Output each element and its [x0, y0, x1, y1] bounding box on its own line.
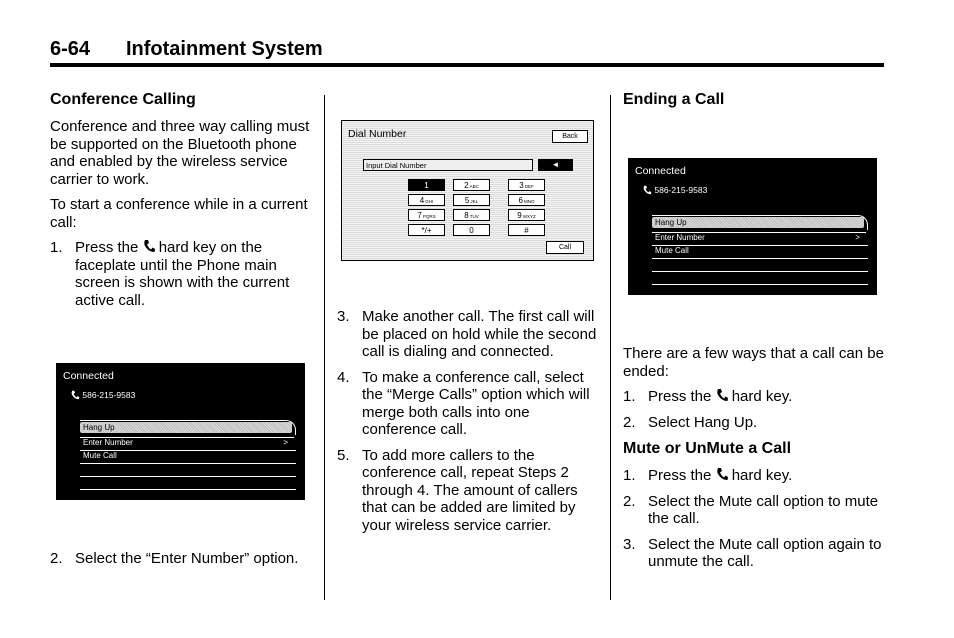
column-divider-1	[324, 95, 325, 600]
step-text: To make a conference call, select the “Merge Calls” option which will merge both calls into one conference call.	[362, 368, 590, 438]
menu-item-label: Hang Up	[655, 218, 687, 227]
step-number: 2.	[623, 492, 636, 510]
keypad-key[interactable]	[408, 179, 445, 191]
connection-status: Connected	[63, 370, 114, 382]
step-text: Select Hang Up.	[648, 413, 758, 431]
step-4	[337, 369, 599, 439]
caller-number: 586-215-9583	[654, 185, 708, 195]
key-letters: DEF	[524, 184, 534, 189]
phone-icon	[716, 467, 728, 481]
key-label: 8	[464, 211, 469, 220]
step-text: Select the “Enter Number” option.	[75, 550, 299, 567]
back-button[interactable]: Back	[552, 130, 588, 143]
menu-item-hang-up[interactable]	[80, 422, 292, 433]
divider	[80, 476, 296, 477]
header-rule	[50, 63, 884, 67]
key-label: 6	[518, 196, 523, 205]
step-2	[50, 550, 312, 568]
key-label: 4	[419, 196, 425, 205]
divider	[652, 258, 868, 259]
step-number: 2.	[623, 413, 636, 431]
mute-step-2	[623, 493, 885, 528]
column-1	[50, 90, 312, 317]
step-number: 4.	[337, 368, 350, 386]
divider	[80, 489, 296, 490]
column-3-bottom	[623, 345, 885, 579]
step-text: Press the	[648, 467, 712, 484]
step-5	[337, 447, 599, 535]
key-label: 0	[469, 226, 474, 235]
menu-item-hang-up[interactable]	[652, 217, 864, 228]
call-button[interactable]: Call	[546, 241, 584, 254]
paragraph: Conference and three way calling must be supported on the Bluetooth phone and enabled by the wireless service carrier to work.	[50, 118, 310, 188]
caller-number: 586-215-9583	[82, 390, 136, 400]
keypad-key[interactable]	[508, 209, 545, 221]
key-letters: MNO	[523, 199, 535, 204]
menu-item-mute-call[interactable]	[652, 245, 868, 256]
keypad-key[interactable]	[508, 194, 545, 206]
heading-conference-calling: Conference Calling	[50, 91, 196, 108]
paragraph: There are a few ways that a call can be ended:	[623, 345, 884, 380]
step-number: 2.	[50, 550, 63, 567]
key-label: 3	[519, 181, 524, 190]
menu-item-label: Enter Number	[83, 438, 133, 447]
step-number: 3.	[337, 308, 350, 325]
mute-step-1	[623, 467, 885, 485]
phone-icon	[642, 185, 652, 195]
step-number: 1.	[623, 388, 636, 405]
phone-icon	[716, 388, 728, 402]
step-text: To add more callers to the conference call, repeat Steps 2 through 4. The amount of callers that can be added are limited by your wireless service carrier.	[362, 446, 578, 534]
key-label: */+	[421, 226, 432, 235]
menu-item-enter-number[interactable]	[80, 437, 294, 448]
step-3	[337, 308, 599, 361]
heading-mute-unmute: Mute or UnMute a Call	[623, 440, 792, 457]
step-text: hard key.	[731, 388, 793, 405]
keypad-key[interactable]	[453, 224, 490, 236]
key-label: #	[524, 226, 529, 235]
key-label: 2	[464, 181, 469, 190]
key-label: 1	[424, 181, 429, 190]
column-2	[337, 308, 599, 542]
step-text: Press the	[75, 239, 139, 256]
backspace-icon[interactable]: ◄	[538, 159, 573, 171]
page-number: 6-64	[50, 38, 91, 60]
key-letters: WXYZ	[522, 214, 536, 219]
menu-item-label: Mute Call	[655, 246, 689, 255]
step-text: Select the Mute call option to mute the call.	[648, 492, 879, 527]
divider	[652, 284, 868, 285]
step-1	[50, 239, 312, 309]
key-label: 9	[517, 211, 522, 220]
heading-ending-a-call: Ending a Call	[623, 91, 725, 108]
keypad-key[interactable]	[453, 194, 490, 206]
end-step-1	[623, 388, 885, 406]
key-label: 5	[464, 196, 470, 205]
keypad-key[interactable]	[408, 194, 445, 206]
step-text: Press the	[648, 388, 712, 405]
phone-icon	[143, 239, 155, 253]
keypad-key[interactable]	[408, 224, 445, 236]
step-number: 1.	[50, 239, 63, 256]
caller-number-row	[70, 390, 135, 400]
step-text: Make another call. The first call will be placed on hold while the second call is dialing and connected.	[362, 308, 597, 360]
key-label: 7	[417, 211, 422, 220]
step-number: 1.	[623, 467, 636, 484]
step-text: hard key on the faceplate until the Phone main screen is shown with the current active call.	[75, 239, 290, 309]
phone-icon	[70, 390, 80, 400]
paragraph: To start a conference while in a current call:	[50, 196, 308, 231]
phone-main-screen	[56, 363, 305, 500]
menu-item-mute-call[interactable]	[80, 450, 296, 461]
keypad-key[interactable]	[453, 209, 490, 221]
key-letters: TUV	[469, 214, 479, 219]
menu-item-label: Hang Up	[83, 423, 115, 432]
dial-title: Dial Number	[348, 128, 407, 140]
menu-item-enter-number[interactable]	[652, 232, 866, 243]
keypad-key[interactable]	[408, 209, 445, 221]
keypad-key[interactable]	[508, 224, 545, 236]
keypad-key[interactable]	[453, 179, 490, 191]
chevron-right-icon: >	[855, 233, 860, 242]
divider	[80, 463, 296, 464]
step-text: Select the Mute call option again to unmute the call.	[648, 535, 882, 570]
key-letters: PQRS	[422, 214, 436, 219]
end-step-2	[623, 414, 885, 432]
dial-number-input[interactable]: Input Dial Number	[363, 159, 533, 171]
chevron-right-icon: >	[283, 438, 288, 447]
menu-item-label: Mute Call	[83, 451, 117, 460]
phone-main-screen	[628, 158, 877, 295]
menu-item-label: Enter Number	[655, 233, 705, 242]
column-divider-2	[610, 95, 611, 600]
column-3	[623, 90, 885, 118]
step-number: 3.	[623, 535, 636, 553]
section-title: Infotainment System	[126, 38, 323, 60]
step-text: hard key.	[731, 467, 793, 484]
column-1-bottom	[50, 550, 312, 576]
keypad-key[interactable]	[508, 179, 545, 191]
step-number: 5.	[337, 446, 350, 464]
key-letters: GHI	[425, 199, 434, 204]
key-letters: JKL	[470, 199, 479, 204]
connection-status: Connected	[635, 165, 686, 177]
dial-number-screen	[341, 120, 594, 261]
mute-step-3	[623, 536, 885, 571]
divider	[652, 271, 868, 272]
key-letters: ABC	[469, 184, 479, 189]
caller-number-row	[642, 185, 707, 195]
